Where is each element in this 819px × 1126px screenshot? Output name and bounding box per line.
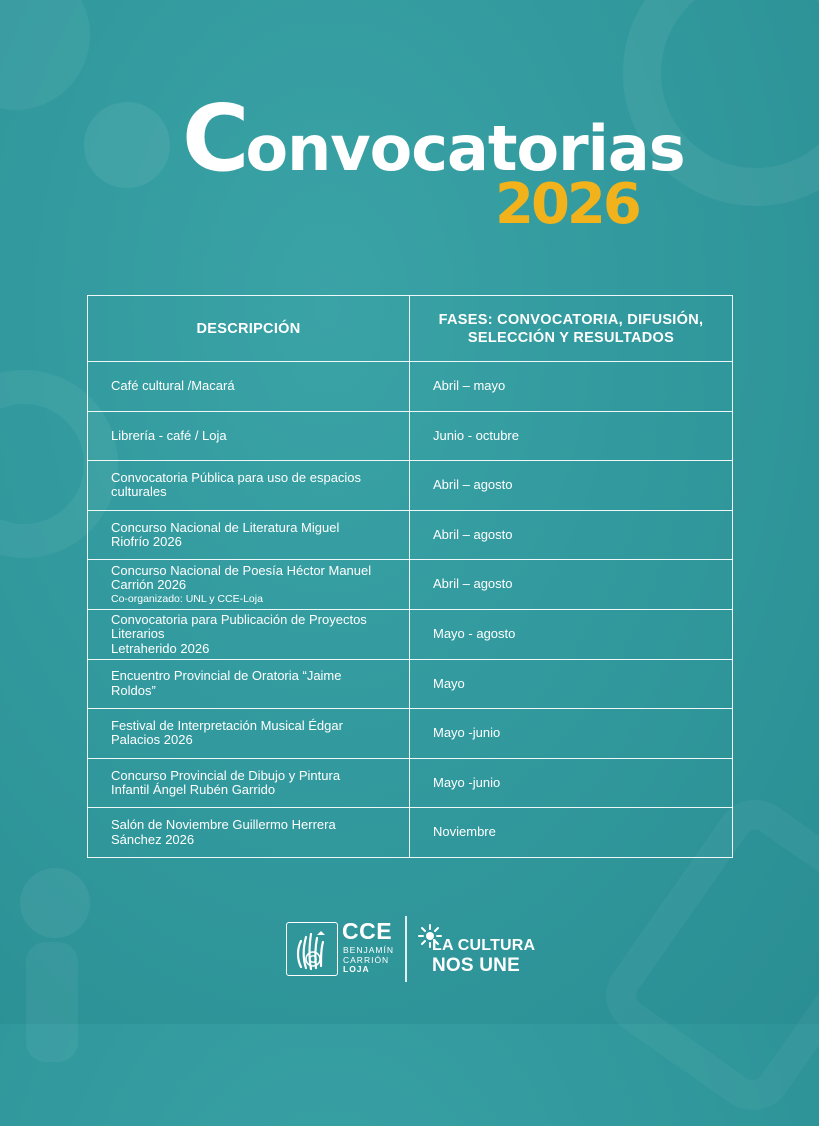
row-description bbox=[88, 758, 410, 808]
row-description bbox=[88, 362, 410, 412]
table-row bbox=[88, 659, 733, 709]
page-title bbox=[0, 80, 819, 250]
table-row bbox=[88, 461, 733, 511]
row-note: Co-organizado: UNL y CCE-Loja bbox=[111, 592, 263, 605]
description-line: Sánchez 2026 bbox=[111, 831, 195, 847]
table-row bbox=[88, 758, 733, 808]
footer-divider bbox=[405, 916, 407, 982]
description-line: Riofrío 2026 bbox=[111, 534, 182, 550]
description-line: Roldos” bbox=[111, 682, 156, 698]
slogan-line-1: LA CULTURA bbox=[432, 937, 536, 954]
table-row bbox=[88, 411, 733, 461]
description-line: Concurso Provincial de Dibujo y Pintura bbox=[111, 767, 341, 783]
title-year: 2026 bbox=[495, 172, 639, 237]
description-line: Salón de Noviembre Guillermo Herrera bbox=[111, 817, 336, 833]
row-description bbox=[88, 461, 410, 511]
table-row bbox=[88, 808, 733, 858]
row-phase: Mayo -junio bbox=[410, 758, 733, 808]
row-description bbox=[88, 609, 410, 659]
row-description bbox=[88, 808, 410, 858]
row-phase: Abril – mayo bbox=[410, 362, 733, 412]
description-line: Letraherido 2026 bbox=[111, 640, 210, 656]
description-line: Palacios 2026 bbox=[111, 732, 193, 748]
description-line: Literarios bbox=[111, 626, 165, 642]
description-line: Convocatoria Pública para uso de espacios bbox=[111, 469, 362, 485]
cce-title: CCE bbox=[342, 918, 393, 944]
calls-table bbox=[87, 295, 733, 858]
row-phase: Noviembre bbox=[410, 808, 733, 858]
row-phase: Abril – agosto bbox=[410, 560, 733, 610]
slogan-line-2: NOS UNE bbox=[432, 955, 520, 976]
table-row bbox=[88, 709, 733, 759]
description-line: Infantil Ángel Rubén Garrido bbox=[111, 782, 276, 798]
row-phase: Abril – agosto bbox=[410, 510, 733, 560]
row-phase: Abril – agosto bbox=[410, 461, 733, 511]
description-line: culturales bbox=[111, 484, 167, 500]
footer bbox=[0, 910, 819, 990]
description-line: Carrión 2026 bbox=[111, 577, 187, 593]
row-description bbox=[88, 510, 410, 560]
row-phase: Mayo - agosto bbox=[410, 609, 733, 659]
cce-subtitle: BENJAMÍN CARRIÓN LOJA bbox=[343, 945, 394, 974]
description-line: Festival de Interpretación Musical Édgar bbox=[111, 717, 343, 733]
description-line: Librería - café / Loja bbox=[111, 427, 227, 443]
description-line: Convocatoria para Publicación de Proyectos bbox=[111, 611, 367, 627]
row-phase: Mayo bbox=[410, 659, 733, 709]
description-line: Concurso Nacional de Poesía Héctor Manuel bbox=[111, 562, 372, 578]
cce-logo-icon bbox=[286, 922, 338, 976]
table-row bbox=[88, 609, 733, 659]
row-phase: Junio - octubre bbox=[410, 411, 733, 461]
header-description: DESCRIPCIÓN bbox=[88, 296, 410, 362]
row-description bbox=[88, 659, 410, 709]
row-phase: Mayo -junio bbox=[410, 709, 733, 759]
table-header-row bbox=[88, 296, 733, 362]
row-description bbox=[88, 560, 410, 610]
table-row bbox=[88, 362, 733, 412]
title-text: Convocatorias bbox=[182, 85, 685, 192]
table-row bbox=[88, 560, 733, 610]
header-phases: FASES: CONVOCATORIA, DIFUSIÓN, SELECCIÓN Y RESULTADOS bbox=[410, 296, 733, 362]
table-row bbox=[88, 510, 733, 560]
description-line: Encuentro Provincial de Oratoria “Jaime bbox=[111, 668, 342, 684]
description-line: Concurso Nacional de Literatura Miguel bbox=[111, 519, 340, 535]
description-line: Café cultural /Macará bbox=[111, 378, 235, 394]
row-description bbox=[88, 411, 410, 461]
row-description bbox=[88, 709, 410, 759]
table-body bbox=[88, 362, 733, 858]
